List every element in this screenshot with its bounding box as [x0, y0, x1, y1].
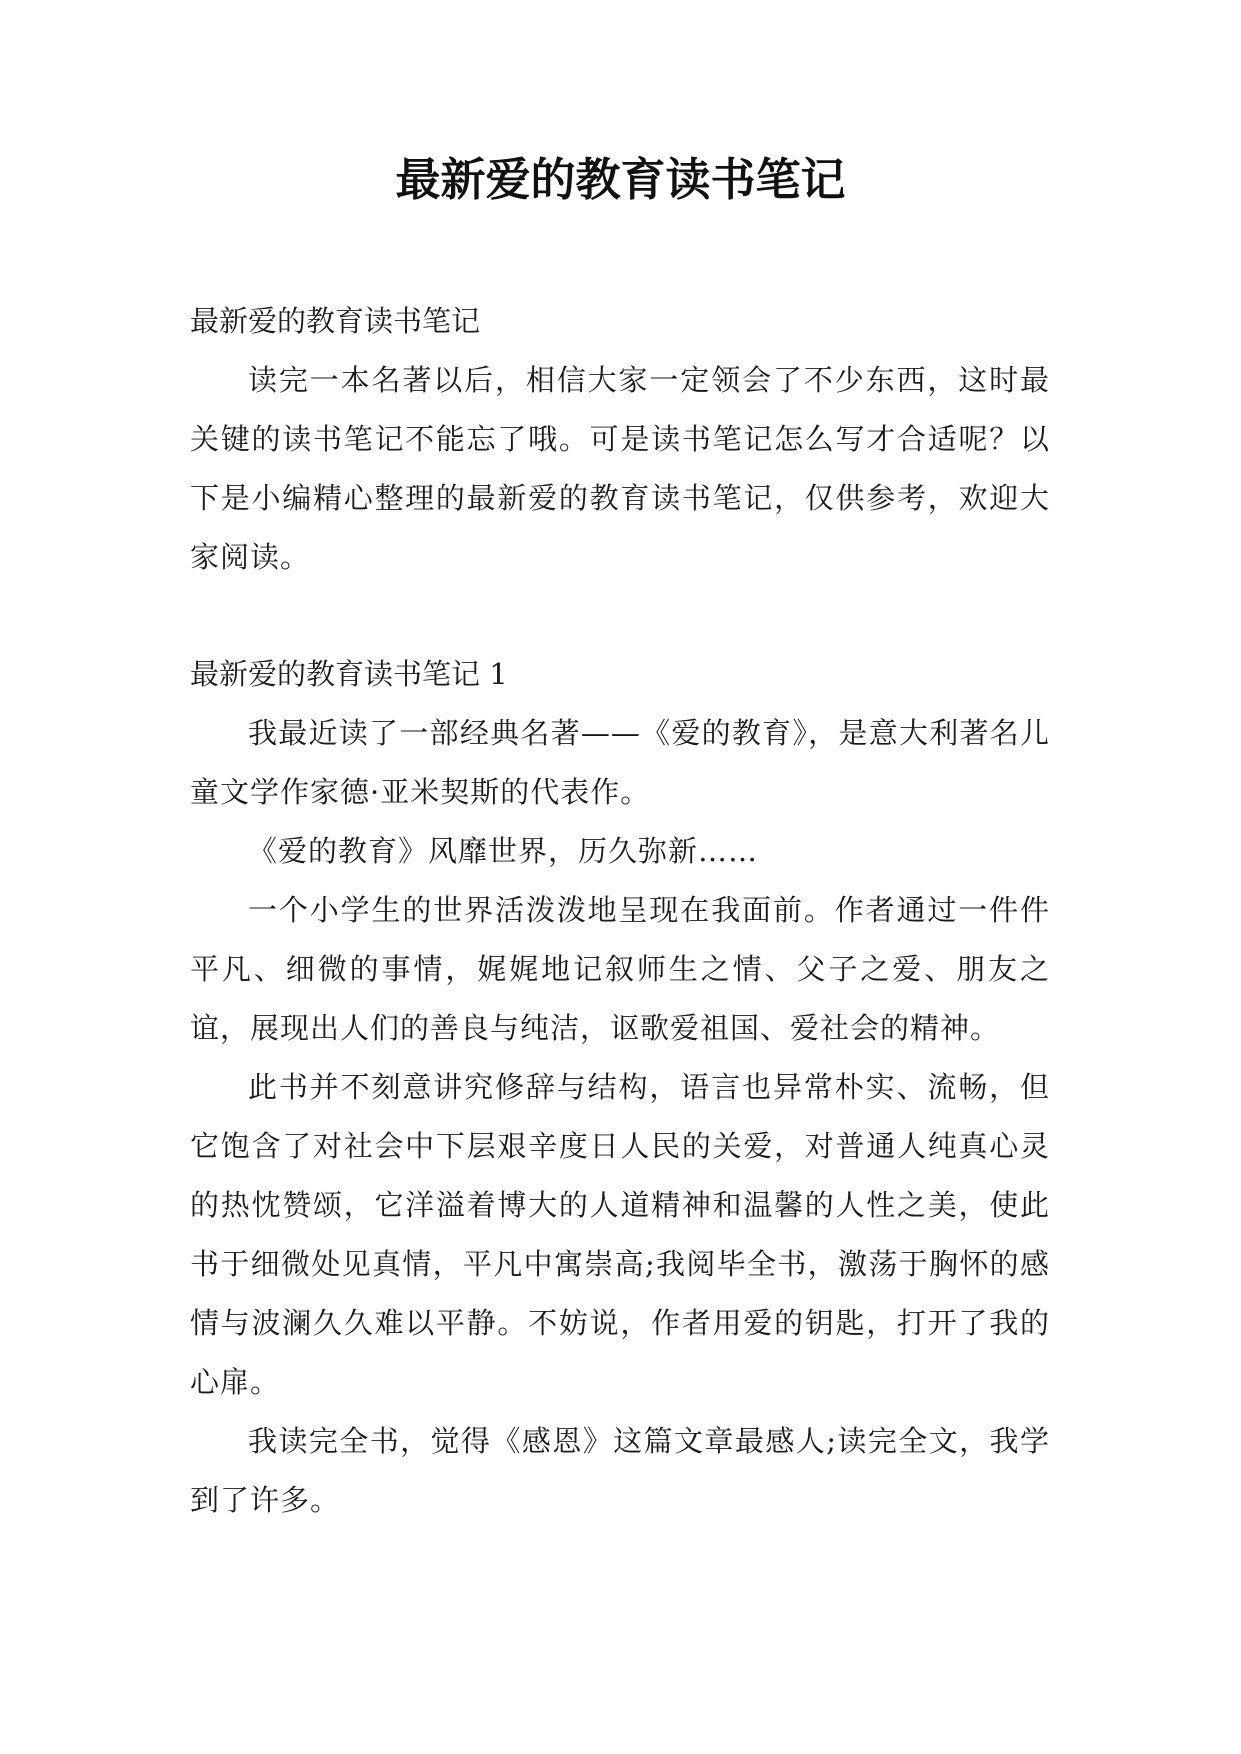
- section-1-paragraph-1: 我最近读了一部经典名著——《爱的教育》，是意大利著名儿童文学作家德·亚米契斯的代表作。: [190, 716, 1050, 809]
- section-1-paragraph-3: 一个小学生的世界活泼泼地呈现在我面前。作者通过一件件平凡、细微的事情，娓娓地记叙师生之情、父子之爱、朋友之谊，展现出人们的善良与纯洁，讴歌爱祖国、爱社会的精神。: [190, 893, 1050, 1045]
- section-1-paragraph-2: 《爱的教育》风靡世界，历久弥新……: [248, 834, 759, 868]
- document-body: [190, 292, 1050, 1530]
- page-title: 最新爱的教育读书笔记: [395, 153, 846, 206]
- section-spacer: [190, 587, 1050, 645]
- section-1-heading: 最新爱的教育读书笔记 1: [190, 657, 508, 691]
- section-1-paragraph-5: 我读完全书，觉得《感恩》这篇文章最感人;读完全文，我学到了许多。: [190, 1424, 1050, 1517]
- section-1-paragraph-4: 此书并不刻意讲究修辞与结构，语言也异常朴实、流畅，但它饱含了对社会中下层艰辛度日人民的关爱，对普通人纯真心灵的热忱赞颂，它洋溢着博大的人道精神和温馨的人性之美，使此书于细微处见真情，平凡中寓崇高;我阅毕全书，激荡于胸怀的感情与波澜久久难以平静。不妨说，作者用爱的钥匙，打开了我的心扉。: [190, 1070, 1050, 1399]
- intro-heading: 最新爱的教育读书笔记: [190, 304, 481, 338]
- intro-paragraph: 读完一本名著以后，相信大家一定领会了不少东西，这时最关键的读书笔记不能忘了哦。可是读书笔记怎么写才合适呢？以下是小编精心整理的最新爱的教育读书笔记，仅供参考，欢迎大家阅读。: [190, 363, 1050, 574]
